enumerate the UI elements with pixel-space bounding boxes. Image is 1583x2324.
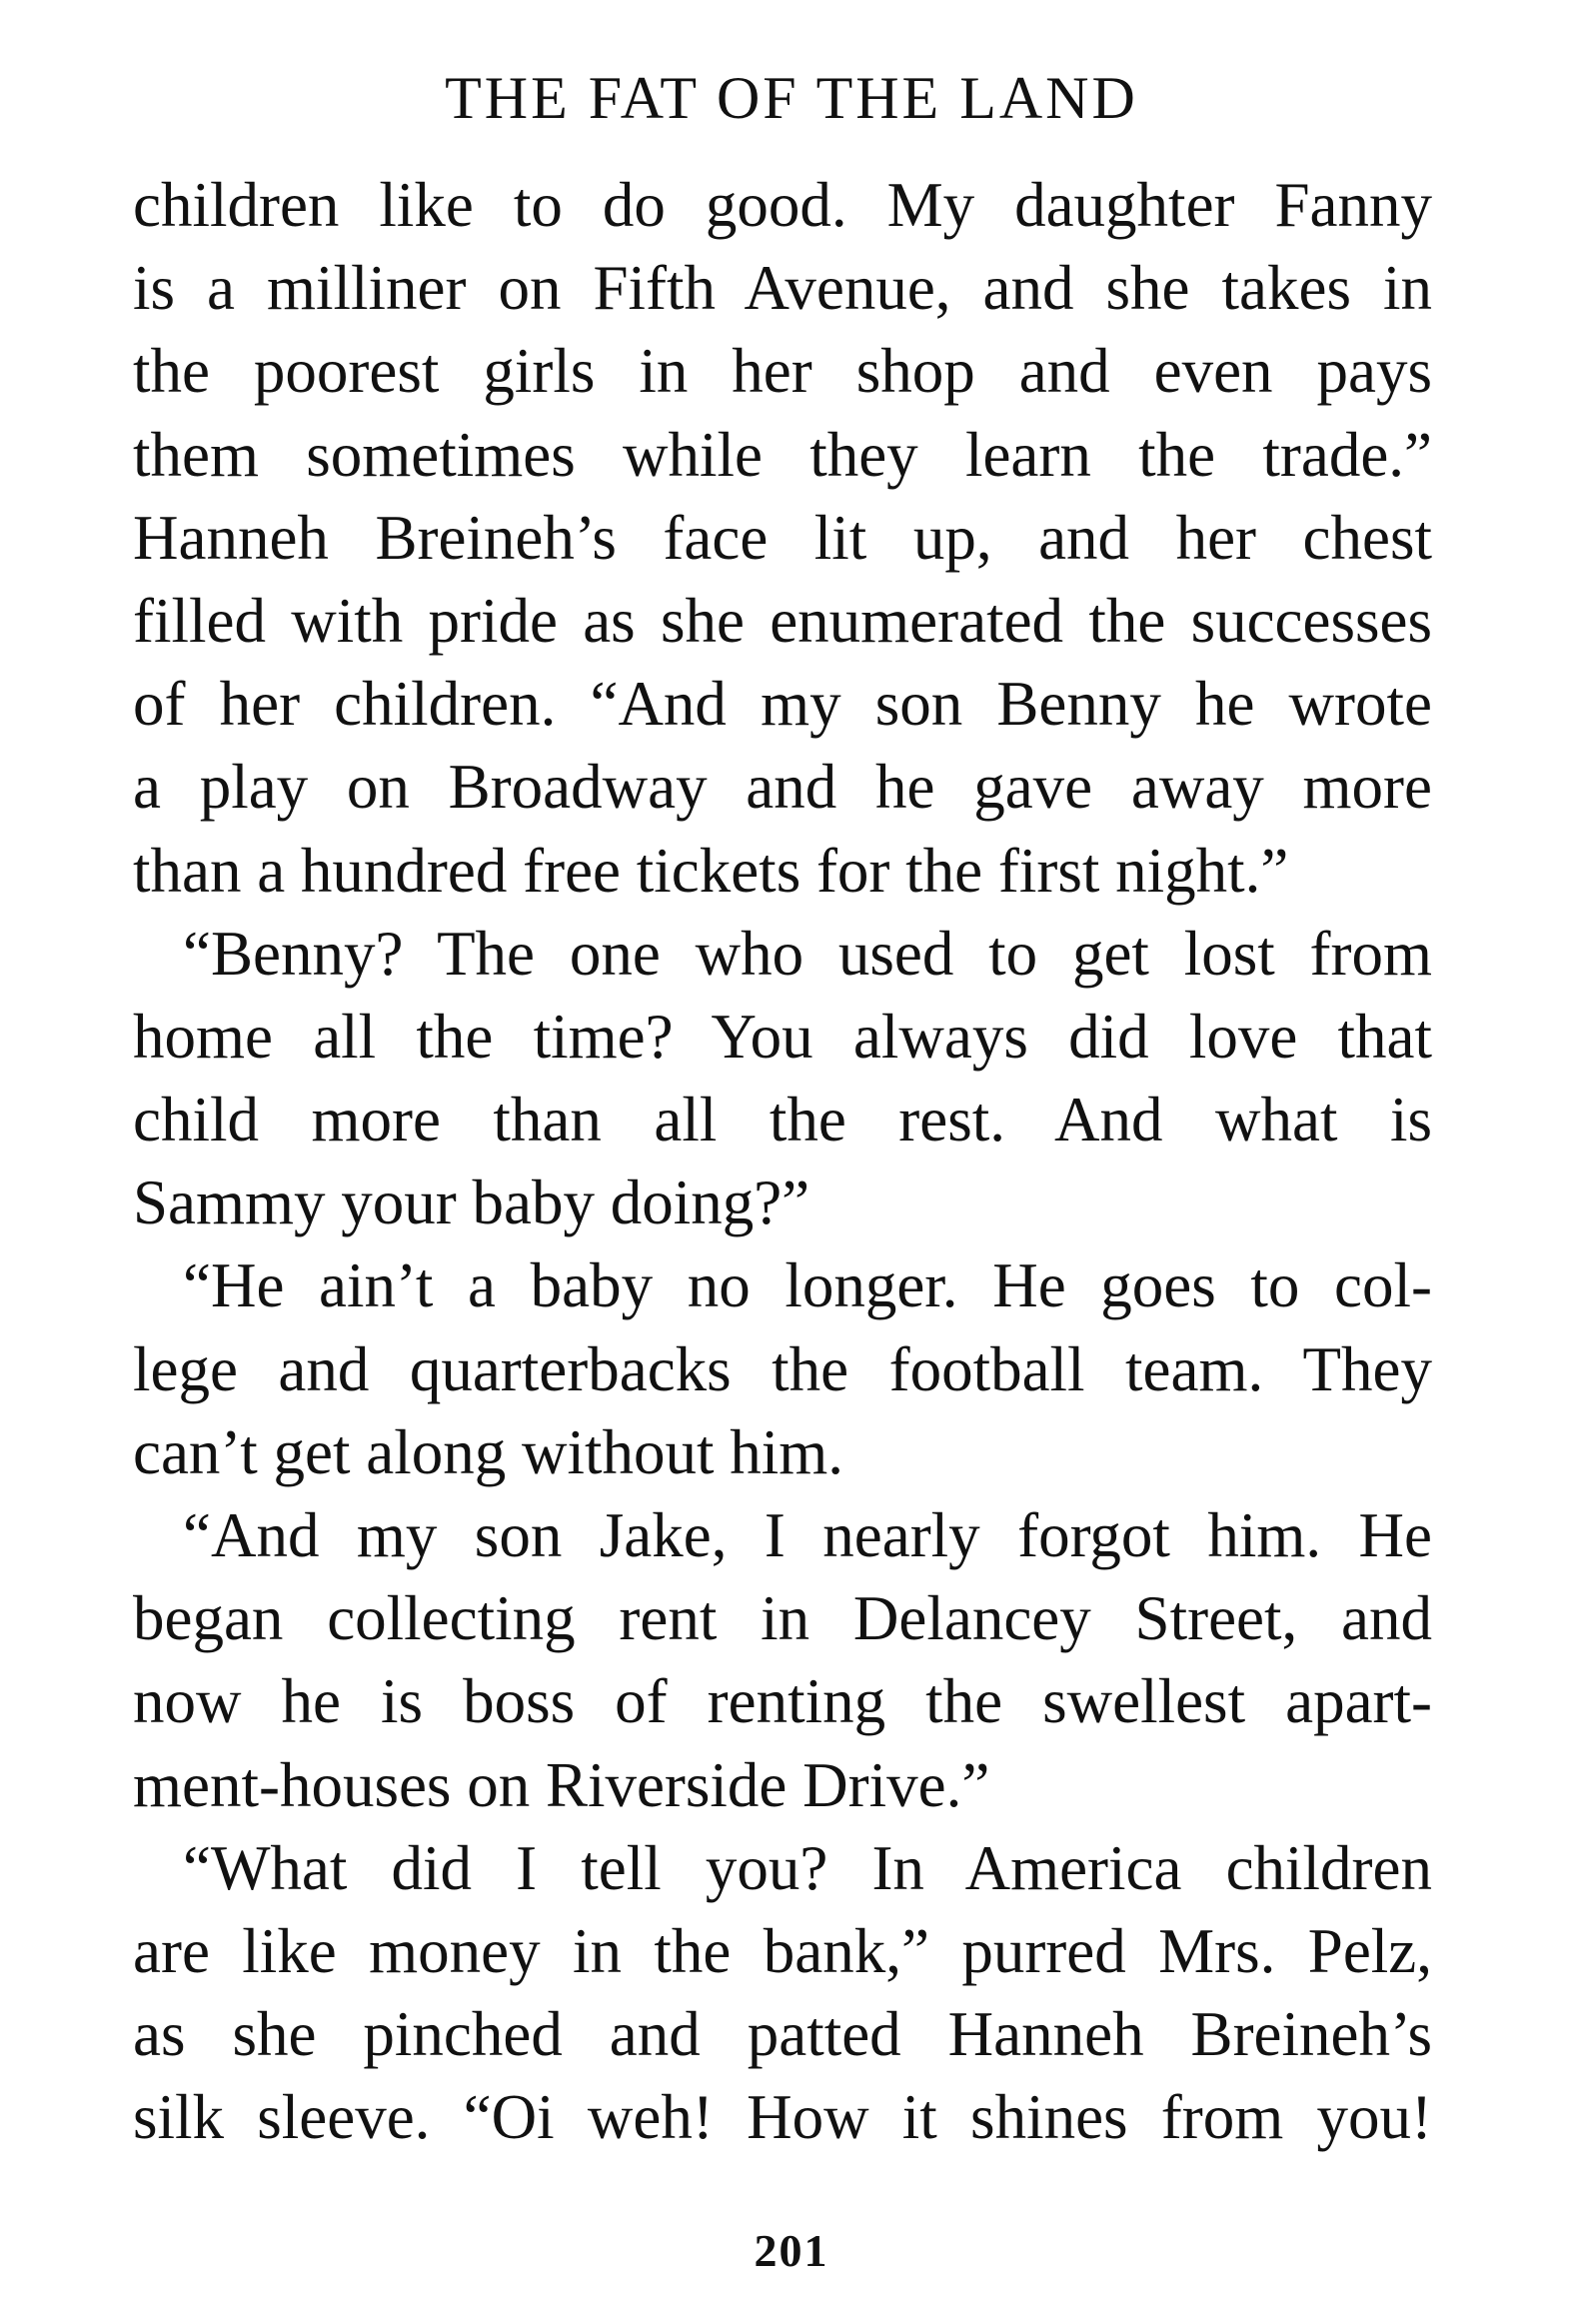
text-line: is a milliner on Fifth Avenue, and she takes in <box>133 253 1432 324</box>
text-line: ment-houses on Riverside Drive.” <box>133 1749 990 1820</box>
text-line: than a hundred free tickets for the first night.” <box>133 835 1289 906</box>
text-line: began collecting rent in Delancey Street, and <box>133 1583 1432 1654</box>
text-line: child more than all the rest. And what is <box>133 1085 1432 1156</box>
text-line: “Benny? The one who used to get lost from <box>183 918 1432 989</box>
text-line: silk sleeve. “Oi weh! How it shines from you! <box>133 2082 1432 2153</box>
text-line: “And my son Jake, I nearly forgot him. He <box>183 1500 1432 1570</box>
page-number: 201 <box>754 2225 829 2276</box>
text-line: can’t get along without him. <box>133 1416 843 1487</box>
body-text <box>133 164 1432 2160</box>
text-line: filled with pride as she enumerated the successes <box>133 585 1432 656</box>
text-line: “What did I tell you? In America children <box>183 1832 1432 1903</box>
running-head: THE FAT OF THE LAND <box>445 65 1138 131</box>
text-line: of her children. “And my son Benny he wrote <box>133 669 1432 740</box>
text-line: as she pinched and patted Hanneh Breineh’s <box>133 1999 1432 2070</box>
text-line: “He ain’t a baby no longer. He goes to col- <box>183 1250 1432 1321</box>
text-line: now he is boss of renting the swellest apart- <box>133 1666 1432 1737</box>
text-line: Sammy your baby doing?” <box>133 1167 810 1238</box>
text-line: a play on Broadway and he gave away more <box>133 752 1432 823</box>
text-line: Hanneh Breineh’s face lit up, and her chest <box>133 502 1432 573</box>
text-line: lege and quarterbacks the football team. They <box>133 1333 1432 1404</box>
text-line: are like money in the bank,” purred Mrs. Pelz, <box>133 1915 1432 1986</box>
text-line: children like to do good. My daughter Fanny <box>133 170 1432 240</box>
text-line: them sometimes while they learn the trade.” <box>133 419 1432 490</box>
text-line: home all the time? You always did love that <box>133 1001 1432 1072</box>
text-line: the poorest girls in her shop and even pays <box>133 336 1432 407</box>
